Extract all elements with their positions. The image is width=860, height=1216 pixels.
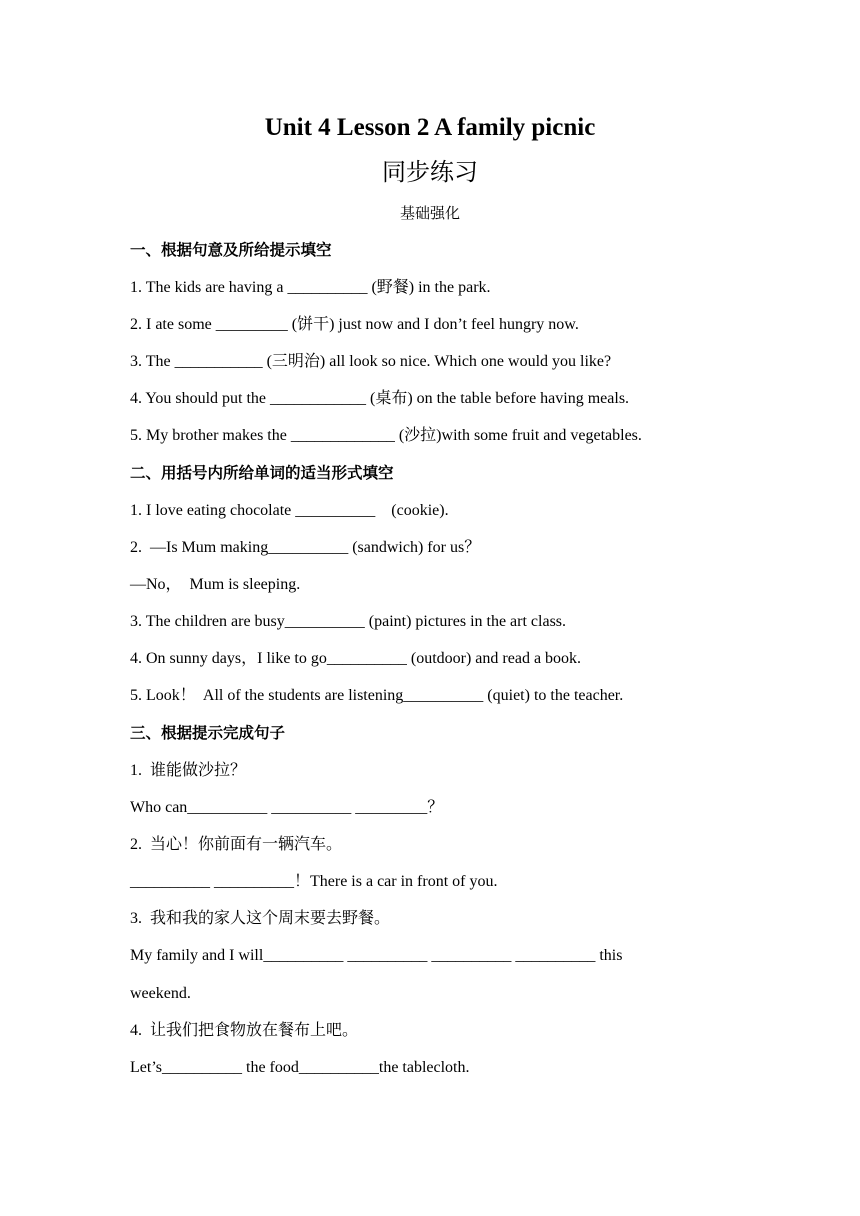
part3-item-4-sentence: Let’s__________ the food__________the tablecloth. bbox=[130, 1059, 470, 1076]
part2-item-3: 3. The children are busy__________ (paint) pictures in the art class. bbox=[130, 613, 567, 630]
part3-item-1-sentence: Who can__________ __________ _________？ bbox=[130, 799, 444, 816]
part3-item-1-prompt: 1. 谁能做沙拉？ bbox=[130, 762, 247, 779]
part3-item-2-prompt: 2. 当心！你前面有一辆汽车。 bbox=[130, 836, 343, 853]
part3-heading: 三、根据提示完成句子 bbox=[130, 724, 286, 742]
part1-item-5: 5. My brother makes the _____________ (沙拉)with some fruit and vegetables. bbox=[130, 427, 642, 444]
part1-item-1: 1. The kids are having a __________ (野餐) in the park. bbox=[130, 279, 491, 296]
part3-item-3-sentence: My family and I will__________ __________ __________ __________ this bbox=[130, 947, 623, 964]
part1-heading: 一、根据句意及所给提示填空 bbox=[130, 241, 332, 259]
page-subtitle: 同步练习 bbox=[382, 158, 478, 186]
part2-item-5: 5. Look！ All of the students are listening__________ (quiet) to the teacher. bbox=[130, 687, 624, 704]
part2-item-1: 1. I love eating chocolate __________ (cookie). bbox=[130, 502, 449, 519]
part1-item-4: 4. You should put the ____________ (桌布) on the table before having meals. bbox=[130, 390, 630, 407]
part1-item-3: 3. The ___________ (三明治) all look so nice. Which one would you like? bbox=[130, 353, 612, 370]
page-title: Unit 4 Lesson 2 A family picnic bbox=[264, 114, 596, 141]
part3-item-4-prompt: 4. 让我们把食物放在餐布上吧。 bbox=[130, 1022, 359, 1039]
part1-item-2: 2. I ate some _________ (饼干) just now and I don’t feel hungry now. bbox=[130, 316, 579, 333]
part3-item-2-sentence: __________ __________！There is a car in front of you. bbox=[130, 873, 498, 890]
section-label: 基础强化 bbox=[399, 204, 460, 222]
part3-item-3-prompt: 3. 我和我的家人这个周末要去野餐。 bbox=[130, 910, 391, 927]
part2-item-2: 2. —Is Mum making__________ (sandwich) for us？ bbox=[130, 539, 481, 556]
part2-item-2-answer: —No， Mum is sleeping. bbox=[130, 576, 301, 593]
part3-item-3-sentence-cont: weekend. bbox=[130, 985, 191, 1002]
part2-heading: 二、用括号内所给单词的适当形式填空 bbox=[130, 464, 394, 482]
part2-item-4: 4. On sunny days，I like to go__________ (outdoor) and read a book. bbox=[130, 650, 582, 667]
